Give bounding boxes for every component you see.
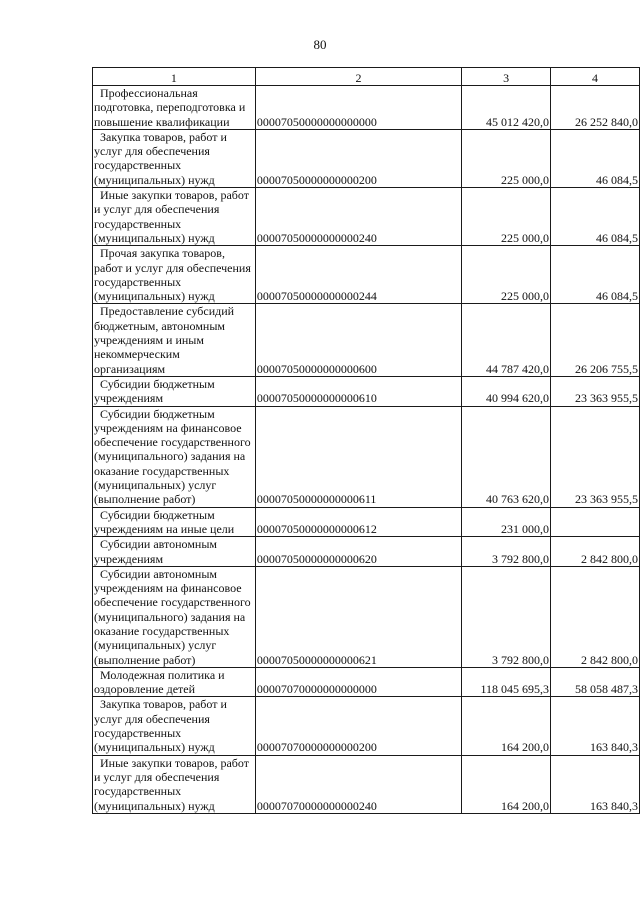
row-value2: 26 252 840,0 [551,86,640,130]
row-name [93,566,256,667]
row-code: 00007050000000000600 [255,304,461,376]
row-name-text: Молодежная политика и оздоровление детей [94,667,225,697]
row-name-text: Субсидии автономным учреждениям на финансовое обеспечение государственного (муниципального) задания на оказание государственных (муниципальных) услуг (выполнение работ) [94,566,251,667]
table-row [93,755,640,813]
row-value1: 225 000,0 [462,129,551,187]
table-row [93,507,640,537]
row-value1: 44 787 420,0 [462,304,551,376]
row-value2: 163 840,3 [551,697,640,755]
table-row [93,376,640,406]
table-row [93,86,640,130]
row-name [93,667,256,697]
row-name-text: Прочая закупка товаров, работ и услуг для обеспечения государственных (муниципальных) нужд [94,246,251,304]
row-value2: 58 058 487,3 [551,667,640,697]
row-code: 00007070000000000000 [255,667,461,697]
row-name-text: Предоставление субсидий бюджетным, автономным учреждениям и иным некоммерческим организациям [94,304,235,376]
row-value1: 225 000,0 [462,188,551,246]
row-value1: 3 792 800,0 [462,537,551,567]
row-value2: 46 084,5 [551,129,640,187]
row-name [93,406,256,507]
row-code: 00007050000000000244 [255,246,461,304]
table-row [93,537,640,567]
row-value1: 118 045 695,3 [462,667,551,697]
row-value1: 225 000,0 [462,246,551,304]
row-value1: 164 200,0 [462,697,551,755]
row-name [93,537,256,567]
row-name-text: Закупка товаров, работ и услуг для обеспечения государственных (муниципальных) нужд [94,697,227,755]
table-row [93,667,640,697]
row-name [93,507,256,537]
row-name-text: Субсидии бюджетным учреждениям на иные цели [94,507,235,536]
row-value1: 164 200,0 [462,755,551,813]
table-header-row [93,68,640,86]
row-code: 00007050000000000620 [255,537,461,567]
header-cell-code: 2 [255,68,461,86]
table-row [93,697,640,755]
row-value2: 46 084,5 [551,188,640,246]
row-code: 00007070000000000240 [255,755,461,813]
row-value1: 3 792 800,0 [462,566,551,667]
table-row [93,406,640,507]
row-code: 00007050000000000200 [255,129,461,187]
row-name [93,86,256,130]
page-number: 80 [313,37,327,52]
row-code: 00007050000000000621 [255,566,461,667]
row-name [93,246,256,304]
row-name-text: Профессиональная подготовка, переподготовка и повышение квалификации [94,86,246,129]
row-value1: 231 000,0 [462,507,551,537]
budget-table [92,67,640,814]
row-name [93,129,256,187]
header-cell-value2: 4 [551,68,640,86]
table-row [93,566,640,667]
header-cell-value1: 3 [462,68,551,86]
row-name [93,188,256,246]
row-value2: 2 842 800,0 [551,566,640,667]
header-cell-name: 1 [93,68,256,86]
row-value1: 40 994 620,0 [462,376,551,406]
row-value2 [551,507,640,537]
table-row [93,188,640,246]
row-value1: 45 012 420,0 [462,86,551,130]
row-value2: 2 842 800,0 [551,537,640,567]
row-code: 00007050000000000611 [255,406,461,507]
row-value2: 23 363 955,5 [551,376,640,406]
row-name [93,304,256,376]
row-code: 00007050000000000000 [255,86,461,130]
row-code: 00007050000000000612 [255,507,461,537]
row-value2: 163 840,3 [551,755,640,813]
row-name-text: Субсидии бюджетным учреждениям [94,376,215,406]
table-row [93,304,640,376]
row-name-text: Субсидии бюджетным учреждениям на финансовое обеспечение государственного (муниципального) задания на оказание государственных (муниципальных) услуг (выполнение работ) [94,406,251,507]
row-name [93,376,256,406]
row-name-text: Иные закупки товаров, работ и услуг для обеспечения государственных (муниципальных) нужд [94,188,249,245]
row-code: 00007050000000000240 [255,188,461,246]
row-value2: 23 363 955,5 [551,406,640,507]
row-code: 00007070000000000200 [255,697,461,755]
row-name-text: Закупка товаров, работ и услуг для обеспечения государственных (муниципальных) нужд [94,129,227,187]
row-value2: 26 206 755,5 [551,304,640,376]
row-code: 00007050000000000610 [255,376,461,406]
row-name [93,755,256,813]
row-name-text: Субсидии автономным учреждениям [94,537,217,566]
row-value2: 46 084,5 [551,246,640,304]
table-row [93,246,640,304]
row-value1: 40 763 620,0 [462,406,551,507]
table-row [93,129,640,187]
row-name [93,697,256,755]
row-name-text: Иные закупки товаров, работ и услуг для обеспечения государственных (муниципальных) нужд [94,755,249,813]
